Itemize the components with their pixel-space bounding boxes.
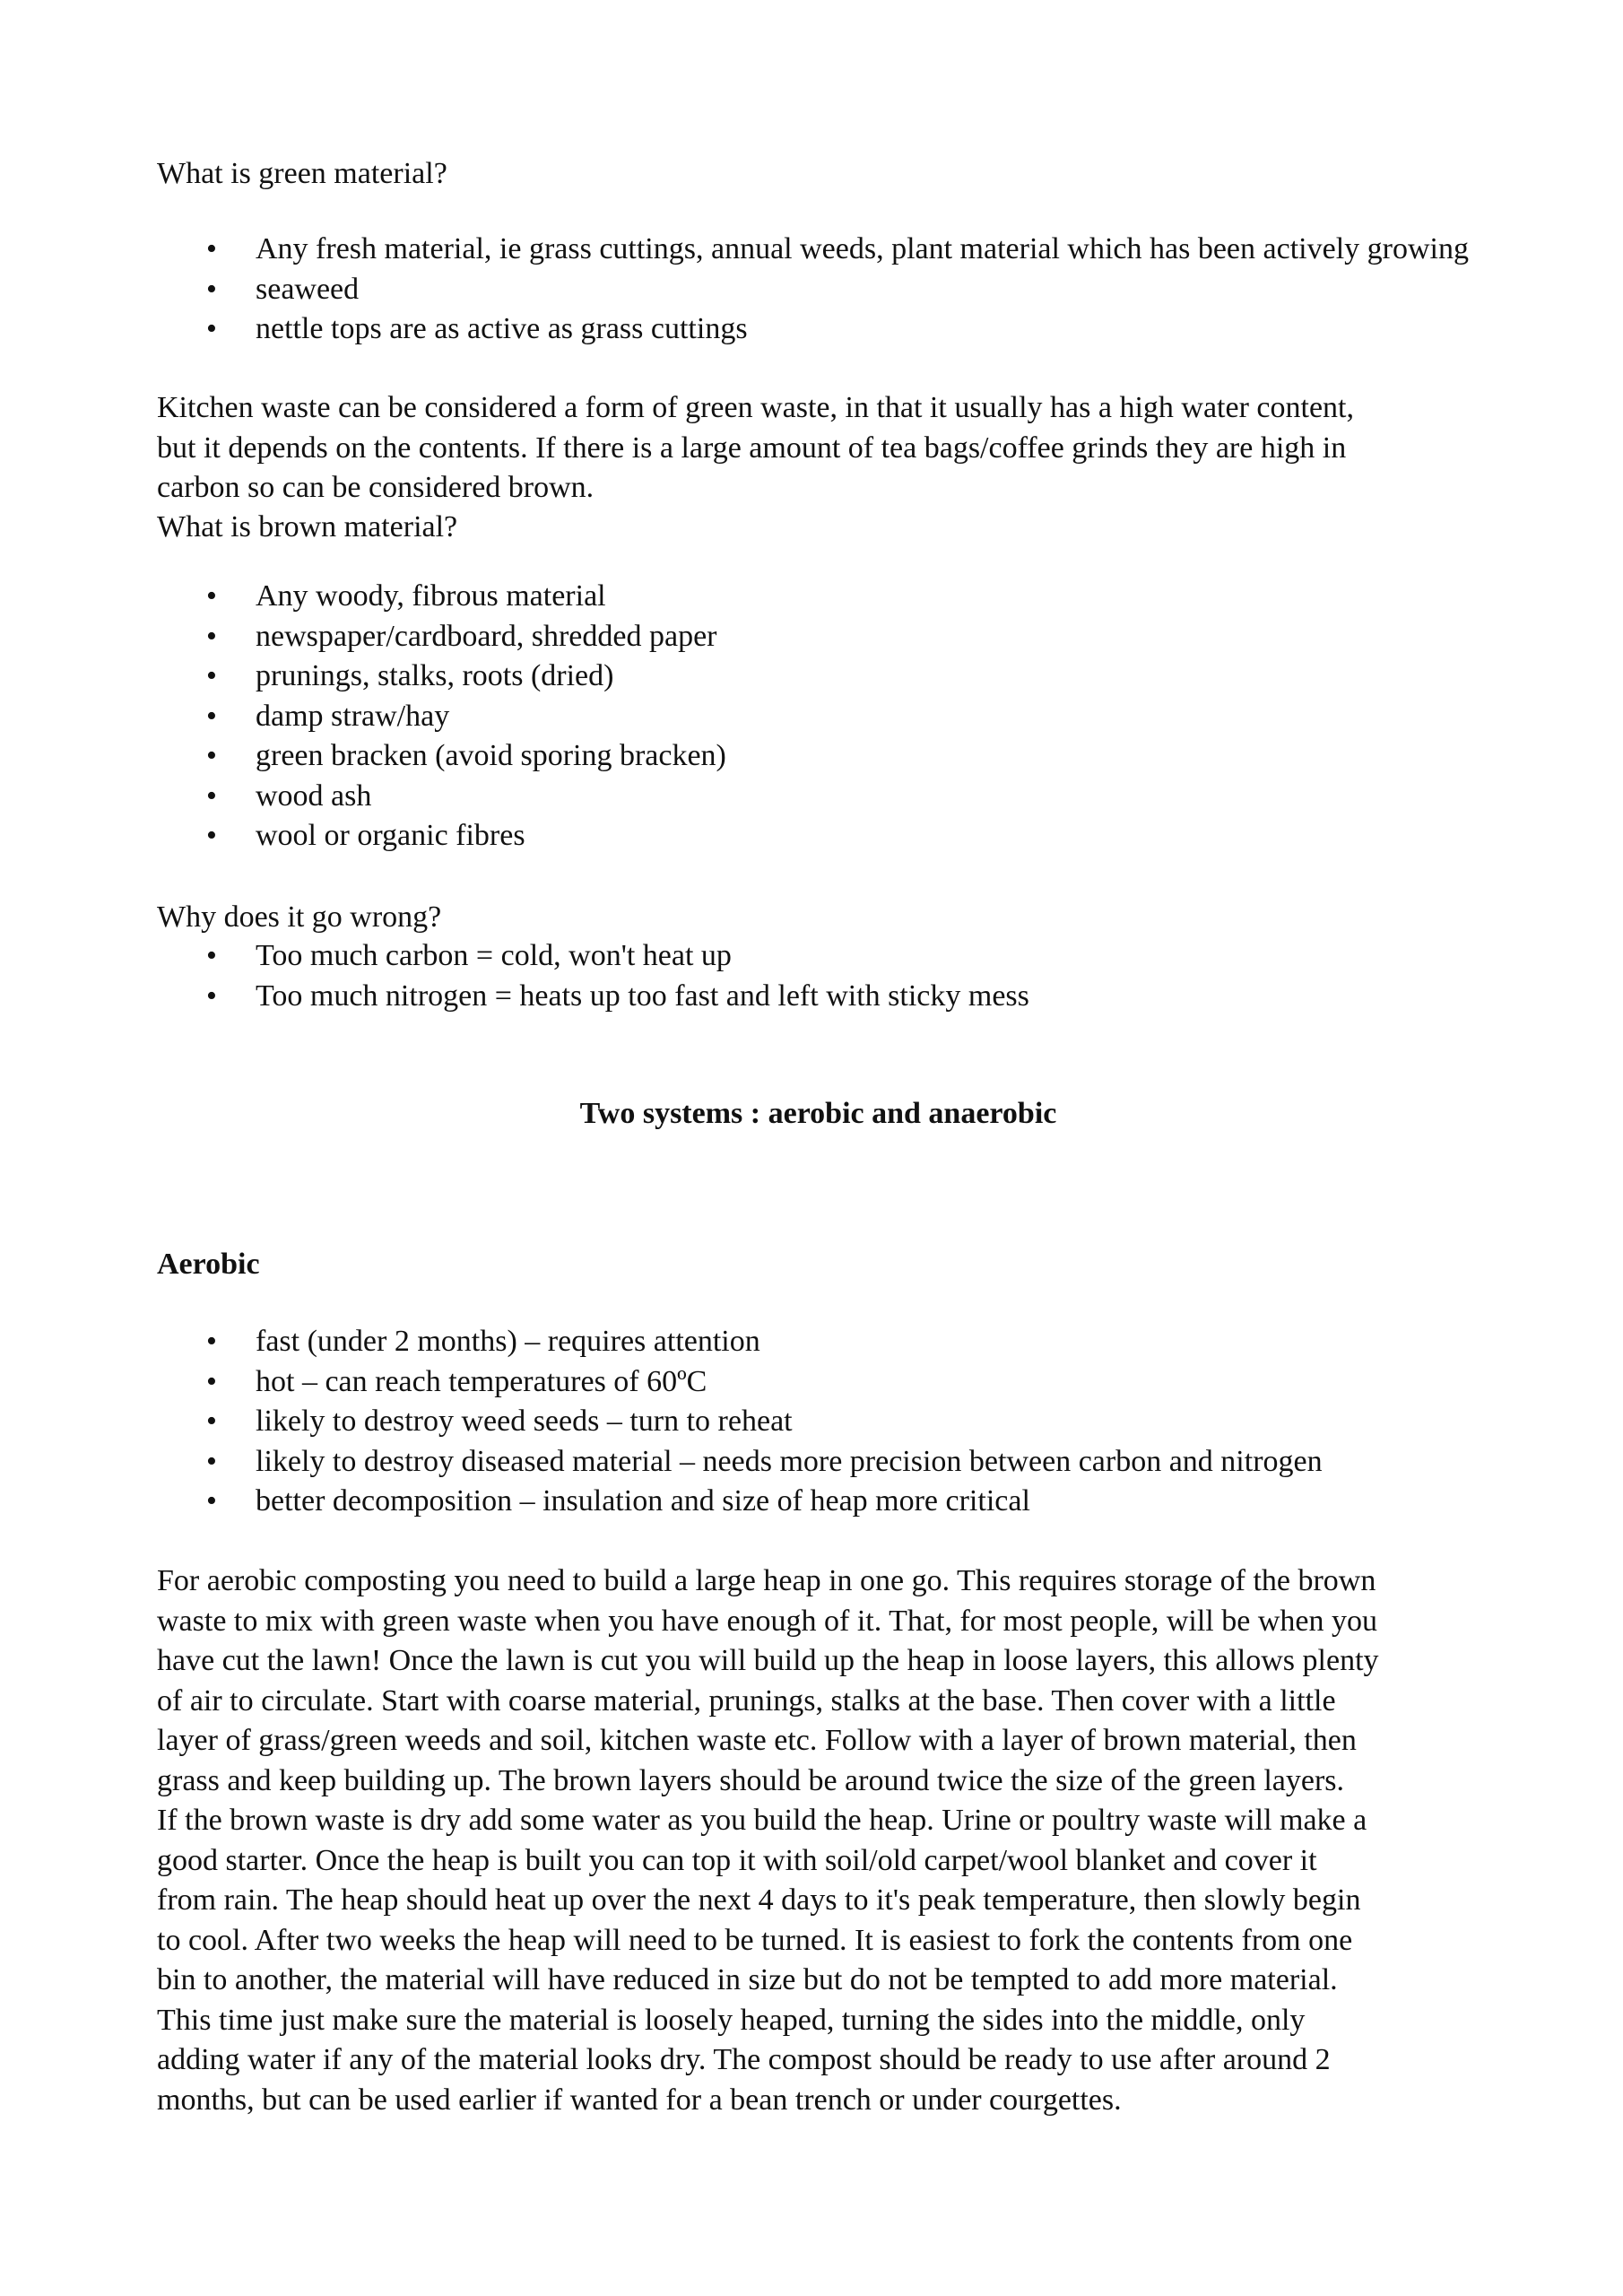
bullet-icon: • bbox=[206, 659, 217, 692]
bullet-icon: • bbox=[206, 939, 217, 972]
text-line: to cool. After two weeks the heap will need to be turned. It is easiest to fork the contents from one bbox=[157, 1923, 1353, 1957]
list-item-text: wood ash bbox=[256, 778, 372, 813]
text-line: Kitchen waste can be considered a form of green waste, in that it usually has a high water content, bbox=[157, 391, 1354, 424]
list-item-text: likely to destroy diseased material – needs more precision between carbon and nitrogen bbox=[256, 1444, 1323, 1478]
brown-question: What is brown material? bbox=[157, 510, 458, 544]
kitchen-waste-note bbox=[157, 388, 1502, 509]
list-item-text: better decomposition – insulation and size of heap more critical bbox=[256, 1484, 1030, 1518]
text-line: waste to mix with green waste when you have enough of it. That, for most people, will be when you bbox=[157, 1604, 1377, 1638]
list-item-text: green bracken (avoid sporing bracken) bbox=[256, 739, 726, 772]
text-line: bin to another, the material will have reduced in size but do not be tempted to add more material. bbox=[157, 1963, 1338, 1996]
bullet-icon: • bbox=[206, 978, 217, 1013]
green-question: What is green material? bbox=[157, 157, 447, 190]
bullet-icon: • bbox=[206, 232, 217, 265]
text-line: layer of grass/green weeds and soil, kitchen waste etc. Follow with a layer of brown material, then bbox=[157, 1724, 1357, 1757]
text-line: have cut the lawn! Once the lawn is cut you will build up the heap in loose layers, this allows plenty bbox=[157, 1644, 1379, 1677]
text-line: If the brown waste is dry add some water as you build the heap. Urine or poultry waste will make a bbox=[157, 1804, 1367, 1837]
aerobic-paragraph bbox=[157, 1561, 1520, 2120]
list-item bbox=[157, 977, 1480, 1017]
wrong-question: Why does it go wrong? bbox=[157, 900, 442, 934]
list-item bbox=[157, 777, 1480, 817]
brown-list bbox=[157, 577, 1480, 857]
bullet-icon: • bbox=[206, 778, 217, 813]
bullet-icon: • bbox=[206, 312, 217, 345]
bullet-icon: • bbox=[206, 579, 217, 613]
bullet-icon: • bbox=[206, 272, 217, 306]
green-list bbox=[157, 230, 1480, 350]
list-item bbox=[157, 577, 1480, 617]
text-line: adding water if any of the material looks dry. The compost should be ready to use after around 2 bbox=[157, 2043, 1331, 2076]
list-item bbox=[157, 1362, 1520, 1403]
list-item-text: newspaper/cardboard, shredded paper bbox=[256, 619, 717, 653]
list-item bbox=[157, 1442, 1520, 1483]
list-item bbox=[157, 657, 1480, 697]
list-item-text: hot – can reach temperatures of 60ºC bbox=[256, 1364, 707, 1398]
text-line: carbon so can be considered brown. bbox=[157, 471, 595, 504]
text-line: months, but can be used earlier if wanted for a bean trench or under courgettes. bbox=[157, 2083, 1122, 2117]
list-item-text: Any fresh material, ie grass cuttings, annual weeds, plant material which has been actively growing bbox=[256, 232, 1469, 265]
text-line: good starter. Once the heap is built you can top it with soil/old carpet/wool blanket and cover it bbox=[157, 1843, 1317, 1877]
text-line: grass and keep building up. The brown layers should be around twice the size of the green layers. bbox=[157, 1763, 1345, 1797]
list-item-text: damp straw/hay bbox=[256, 699, 450, 733]
list-item bbox=[157, 270, 1480, 310]
wrong-list bbox=[157, 936, 1480, 1016]
list-item bbox=[157, 617, 1480, 657]
bullet-icon: • bbox=[206, 699, 217, 733]
bullet-icon: • bbox=[206, 1405, 217, 1438]
list-item bbox=[157, 1482, 1520, 1522]
aerobic-heading: Aerobic bbox=[157, 1248, 260, 1281]
list-item bbox=[157, 1322, 1520, 1362]
aerobic-list bbox=[157, 1322, 1520, 1522]
bullet-icon: • bbox=[206, 1444, 217, 1478]
text-line: but it depends on the contents. If there is a large amount of tea bags/coffee grinds they are high in bbox=[157, 430, 1347, 465]
text-line: from rain. The heap should heat up over the next 4 days to it's peak temperature, then slowly begin bbox=[157, 1883, 1361, 1917]
list-item bbox=[157, 816, 1480, 857]
list-item-text: Too much carbon = cold, won't heat up bbox=[256, 939, 732, 972]
list-item-text: Any woody, fibrous material bbox=[256, 579, 606, 613]
list-item bbox=[157, 936, 1480, 977]
systems-heading: Two systems : aerobic and anaerobic bbox=[579, 1097, 1057, 1130]
bullet-icon: • bbox=[206, 739, 217, 772]
list-item bbox=[157, 230, 1601, 270]
text-line: of air to circulate. Start with coarse material, prunings, stalks at the base. Then cover with a little bbox=[157, 1683, 1336, 1718]
list-item-text: Too much nitrogen = heats up too fast and left with sticky mess bbox=[256, 978, 1029, 1013]
list-item bbox=[157, 309, 1480, 350]
list-item bbox=[157, 1402, 1520, 1442]
text-line: This time just make sure the material is loosely heaped, turning the sides into the middle, only bbox=[157, 2003, 1306, 2037]
list-item bbox=[157, 736, 1480, 777]
list-item-text: fast (under 2 months) – requires attention bbox=[256, 1325, 760, 1358]
list-item-text: nettle tops are as active as grass cuttings bbox=[256, 312, 748, 345]
bullet-icon: • bbox=[206, 1484, 217, 1518]
list-item-text: likely to destroy weed seeds – turn to reheat bbox=[256, 1405, 793, 1438]
text-line: For aerobic composting you need to build a large heap in one go. This requires storage of the brown bbox=[157, 1564, 1376, 1597]
list-item-text: wool or organic fibres bbox=[256, 819, 525, 852]
list-item-text: seaweed bbox=[256, 272, 360, 306]
bullet-icon: • bbox=[206, 1325, 217, 1358]
bullet-icon: • bbox=[206, 819, 217, 852]
bullet-icon: • bbox=[206, 619, 217, 653]
bullet-icon: • bbox=[206, 1364, 217, 1398]
list-item bbox=[157, 697, 1480, 737]
list-item-text: prunings, stalks, roots (dried) bbox=[256, 659, 614, 692]
